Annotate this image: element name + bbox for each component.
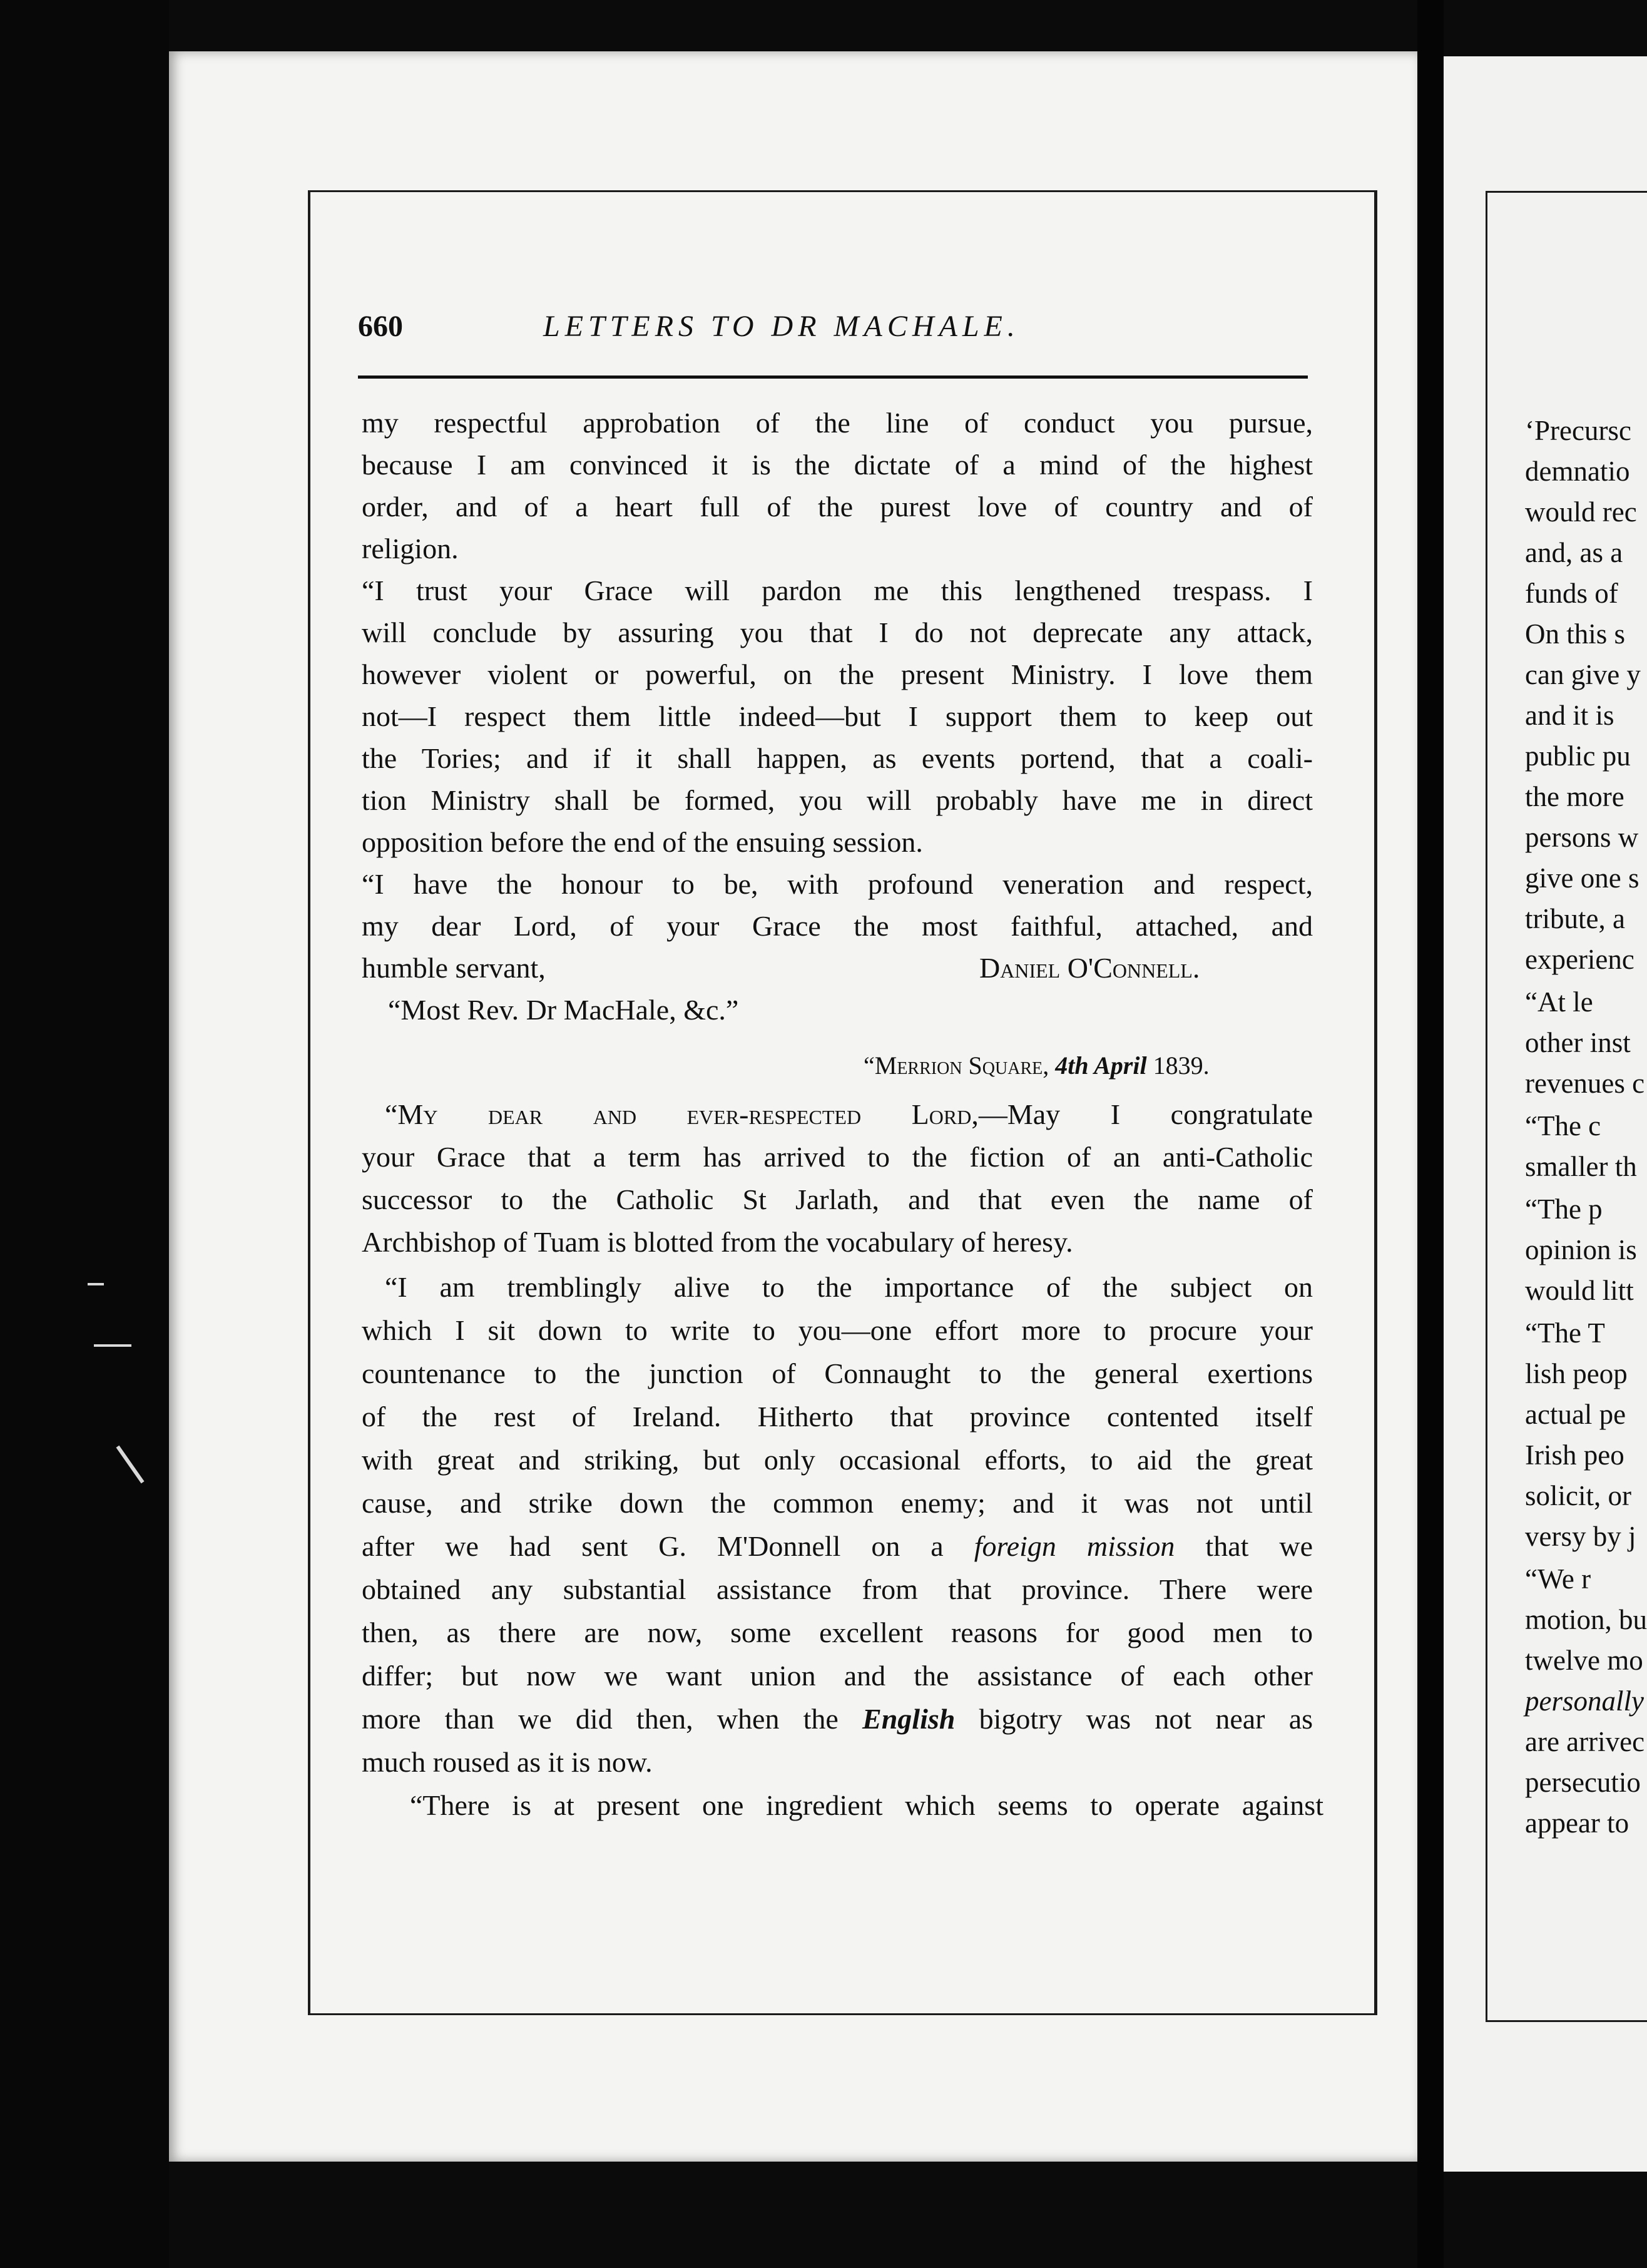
text-line: which I sit down to write to you—one effort more to procure your	[362, 1314, 1313, 1346]
text-line: religion.	[362, 533, 459, 564]
right-page-line: On this s	[1525, 618, 1626, 650]
right-page-line: public pu	[1525, 740, 1631, 772]
right-page-line: appear to	[1525, 1807, 1629, 1839]
text-segment: bigotry was not near as	[979, 1703, 1313, 1735]
right-page-line: actual pe	[1525, 1399, 1626, 1430]
italic-word: English	[862, 1703, 956, 1735]
addressee: “Most Rev. Dr MacHale, &c.”	[388, 994, 739, 1026]
salutation: “My dear and ever-respected Lord,	[385, 1098, 979, 1130]
text-line-with-italic	[362, 1526, 1313, 1567]
right-page-line: Irish peo	[1525, 1439, 1624, 1471]
right-page-line: give one s	[1525, 862, 1639, 894]
text-line: with great and striking, but only occasional efforts, to aid the great	[362, 1444, 1313, 1476]
right-page-line: solicit, or	[1525, 1480, 1631, 1511]
right-page-line: “The p	[1525, 1193, 1603, 1225]
text-line: not—I respect them little indeed—but I support them to keep out	[362, 700, 1313, 732]
text-line: “I trust your Grace will pardon me this lengthened trespass. I	[362, 575, 1313, 606]
right-page-line: funds of	[1525, 578, 1618, 609]
text-line: obtained any substantial assistance from that province. There were	[362, 1573, 1313, 1605]
right-page-line: revenues c	[1525, 1068, 1645, 1099]
right-page-line: can give y	[1525, 659, 1641, 690]
right-page-line: and it is	[1525, 700, 1614, 731]
dateline	[864, 1045, 1210, 1086]
running-head: LETTERS TO DR MACHALE.	[543, 310, 1020, 343]
scan-left-margin	[0, 0, 169, 2268]
right-page-line: are arrivec	[1525, 1726, 1645, 1757]
scan-artifact	[94, 1344, 131, 1347]
right-page-line: experienc	[1525, 944, 1634, 975]
letter-closing: humble servant,	[362, 952, 546, 984]
text-line: “I am tremblingly alive to the importance of the subject on	[385, 1271, 1313, 1303]
right-page-line: versy by j	[1525, 1521, 1636, 1552]
right-page-line: ‘Precursc	[1525, 415, 1631, 446]
text-line: however violent or powerful, on the present Ministry. I love them	[362, 658, 1313, 690]
text-line: order, and of a heart full of the purest love of country and of	[362, 491, 1313, 523]
scan-artifact	[88, 1283, 104, 1285]
salutation-rest: —May I congratulate	[978, 1098, 1313, 1130]
text-line: then, as there are now, some excellent reasons for good men to	[362, 1617, 1313, 1648]
salutation-line	[385, 1094, 1313, 1135]
right-page-line: personally	[1525, 1685, 1644, 1717]
right-page-line: would litt	[1525, 1275, 1634, 1306]
signature: Daniel O'Connell.	[979, 952, 1200, 984]
right-page-line: motion, bu	[1525, 1604, 1647, 1635]
right-page-line: would rec	[1525, 496, 1637, 528]
right-page-line: other inst	[1525, 1027, 1631, 1058]
right-book-page	[1444, 56, 1647, 2172]
header-rule	[358, 375, 1308, 379]
dateline-year: 1839.	[1153, 1051, 1210, 1080]
text-line: cause, and strike down the common enemy; and it was not until	[362, 1487, 1313, 1519]
text-line: because I am convinced it is the dictate of a mind of the highest	[362, 449, 1313, 481]
text-line: the Tories; and if it shall happen, as events portend, that a coali-	[362, 742, 1313, 774]
right-page-line: smaller th	[1525, 1151, 1637, 1182]
right-page-line: “The c	[1525, 1110, 1601, 1142]
dateline-date: 4th April	[1055, 1051, 1147, 1080]
text-line: “I have the honour to be, with profound veneration and respect,	[362, 868, 1313, 900]
text-line: successor to the Catholic St Jarlath, and that even the name of	[362, 1183, 1313, 1215]
text-line: differ; but now we want union and the assistance of each other	[362, 1660, 1313, 1692]
book-gutter	[1417, 0, 1444, 2268]
text-line: my respectful approbation of the line of conduct you pursue,	[362, 407, 1313, 439]
text-line: “There is at present one ingredient which seems to operate against	[410, 1789, 1323, 1821]
text-line: Archbishop of Tuam is blotted from the vocabulary of heresy.	[362, 1226, 1073, 1258]
right-page-line: twelve mo	[1525, 1645, 1643, 1676]
right-page-line: “The T	[1525, 1317, 1605, 1349]
text-segment: that we	[1205, 1530, 1313, 1562]
text-line: of the rest of Ireland. Hitherto that province contented itself	[362, 1401, 1313, 1433]
page-number: 660	[358, 310, 403, 343]
italic-phrase: foreign mission	[974, 1530, 1175, 1562]
text-segment: after we had sent G. M'Donnell on a	[362, 1530, 944, 1562]
text-segment: more than we did then, when the	[362, 1703, 839, 1735]
text-line-with-italic	[362, 1698, 1313, 1740]
text-line: will conclude by assuring you that I do not deprecate any attack,	[362, 616, 1313, 648]
text-line: countenance to the junction of Connaught to the general exertions	[362, 1357, 1313, 1389]
right-page-line: tribute, a	[1525, 903, 1625, 934]
right-page-line: “At le	[1525, 986, 1593, 1018]
right-page-line: lish peop	[1525, 1358, 1628, 1389]
closing-line	[362, 948, 1313, 989]
right-page-line: persons w	[1525, 822, 1639, 853]
right-page-line: “We r	[1525, 1563, 1591, 1595]
right-page-line: demnatio	[1525, 456, 1630, 487]
text-line: opposition before the end of the ensuing session.	[362, 826, 923, 858]
text-line: much roused as it is now.	[362, 1746, 653, 1778]
dateline-place: “Merrion Square,	[864, 1051, 1049, 1080]
right-page-line: persecutio	[1525, 1767, 1641, 1798]
right-page-line: and, as a	[1525, 537, 1623, 568]
text-line: tion Ministry shall be formed, you will probably have me in direct	[362, 784, 1313, 816]
text-line: your Grace that a term has arrived to the fiction of an anti-Catholic	[362, 1141, 1313, 1173]
right-page-line: opinion is	[1525, 1234, 1637, 1265]
right-page-line: the more	[1525, 781, 1624, 812]
text-line: my dear Lord, of your Grace the most faithful, attached, and	[362, 910, 1313, 942]
